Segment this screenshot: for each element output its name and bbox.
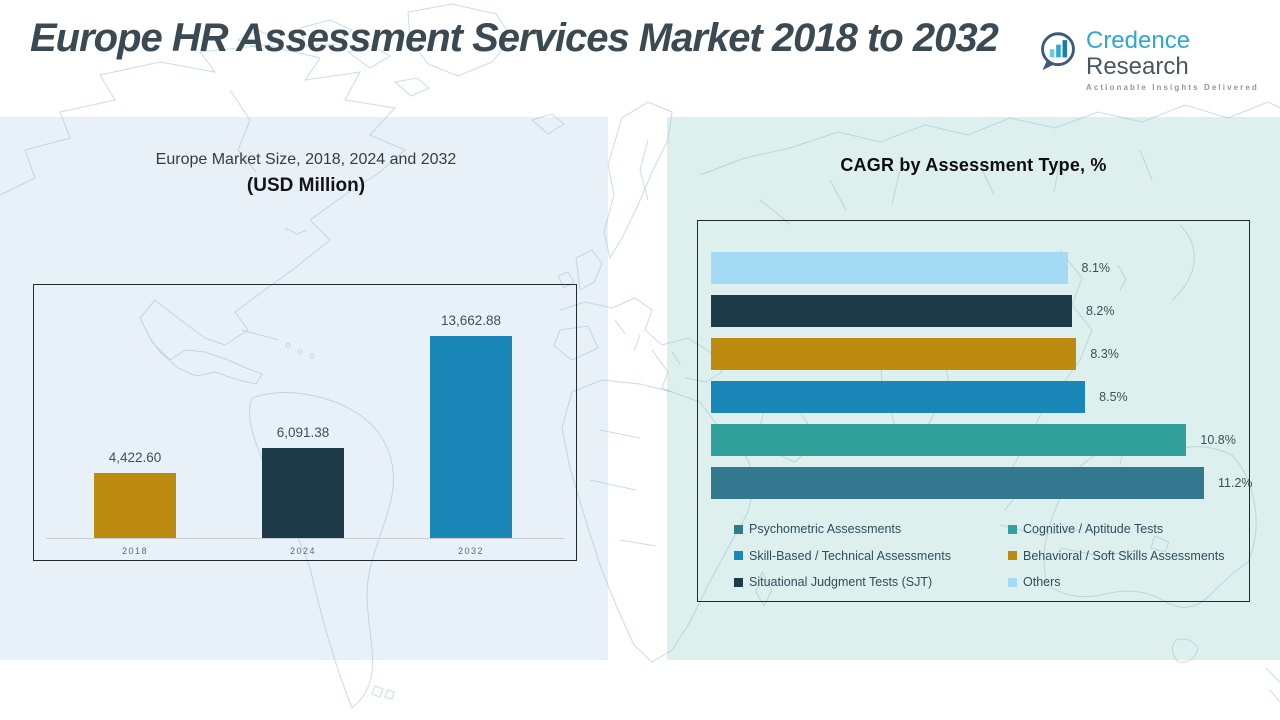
legend-swatch xyxy=(1008,525,1017,534)
logo-tagline: Actionable Insights Delivered xyxy=(1085,83,1259,92)
cagr-bar xyxy=(711,424,1186,456)
legend-swatch xyxy=(1008,551,1017,560)
legend-item xyxy=(1008,549,1224,563)
logo-brand-secondary: Research xyxy=(1085,53,1189,80)
logo-wordmark xyxy=(1086,28,1280,80)
cagr-value-label: 8.2% xyxy=(1085,304,1115,318)
market-bar-value-label: 6,091.38 xyxy=(276,424,330,440)
market-bar-value-label: 4,422.60 xyxy=(108,449,162,465)
market-bar-2032 xyxy=(430,336,512,538)
legend-label: Skill-Based / Technical Assessments xyxy=(749,548,951,563)
cagr-bar xyxy=(711,381,1085,413)
market-axis-label: 2032 xyxy=(457,546,485,556)
market-size-chart xyxy=(33,284,577,561)
market-chart-subtitle: (USD Million) xyxy=(246,175,366,196)
market-bar-2018 xyxy=(94,473,176,538)
x-axis-line xyxy=(46,538,564,539)
legend-swatch xyxy=(734,525,743,534)
legend-label: Situational Judgment Tests (SJT) xyxy=(749,575,933,589)
legend-item xyxy=(734,522,901,536)
market-bar-2024 xyxy=(262,448,344,538)
page-title: Europe HR Assessment Services Market 2018 to 2032 xyxy=(30,16,998,60)
legend-item xyxy=(1008,575,1061,589)
legend-label: Psychometric Assessments xyxy=(749,522,902,536)
cagr-value-label: 8.5% xyxy=(1099,390,1128,404)
logo-brand-primary: Credence xyxy=(1085,27,1191,54)
legend-item xyxy=(734,575,932,589)
legend-item xyxy=(1008,522,1163,536)
legend-label: Behavioral / Soft Skills Assessments xyxy=(1023,548,1225,563)
cagr-bar xyxy=(711,338,1076,370)
cagr-chart xyxy=(697,220,1253,602)
logo-chart-bubble-icon xyxy=(1038,28,1078,74)
market-chart-title: Europe Market Size, 2018, 2024 and 2032 xyxy=(155,151,457,168)
cagr-value-label: 8.1% xyxy=(1081,261,1111,275)
cagr-value-label: 8.3% xyxy=(1090,347,1119,361)
cagr-bar xyxy=(711,467,1204,499)
legend-swatch xyxy=(734,551,743,560)
market-bar-value-label: 13,662.88 xyxy=(440,313,502,328)
cagr-chart-title: CAGR by Assessment Type, % xyxy=(840,155,1107,175)
market-axis-label: 2018 xyxy=(121,546,149,556)
cagr-bar xyxy=(711,295,1072,327)
cagr-bar xyxy=(711,252,1068,284)
legend-label: Others xyxy=(1023,575,1061,589)
legend-item xyxy=(734,549,951,563)
market-axis-label: 2024 xyxy=(289,546,317,556)
legend-swatch xyxy=(734,578,743,587)
legend-label: Cognitive / Aptitude Tests xyxy=(1023,522,1164,536)
legend-swatch xyxy=(1008,578,1017,587)
cagr-value-label: 10.8% xyxy=(1200,433,1236,447)
credence-research-logo xyxy=(1038,28,1280,92)
cagr-value-label: 11.2% xyxy=(1218,476,1253,490)
